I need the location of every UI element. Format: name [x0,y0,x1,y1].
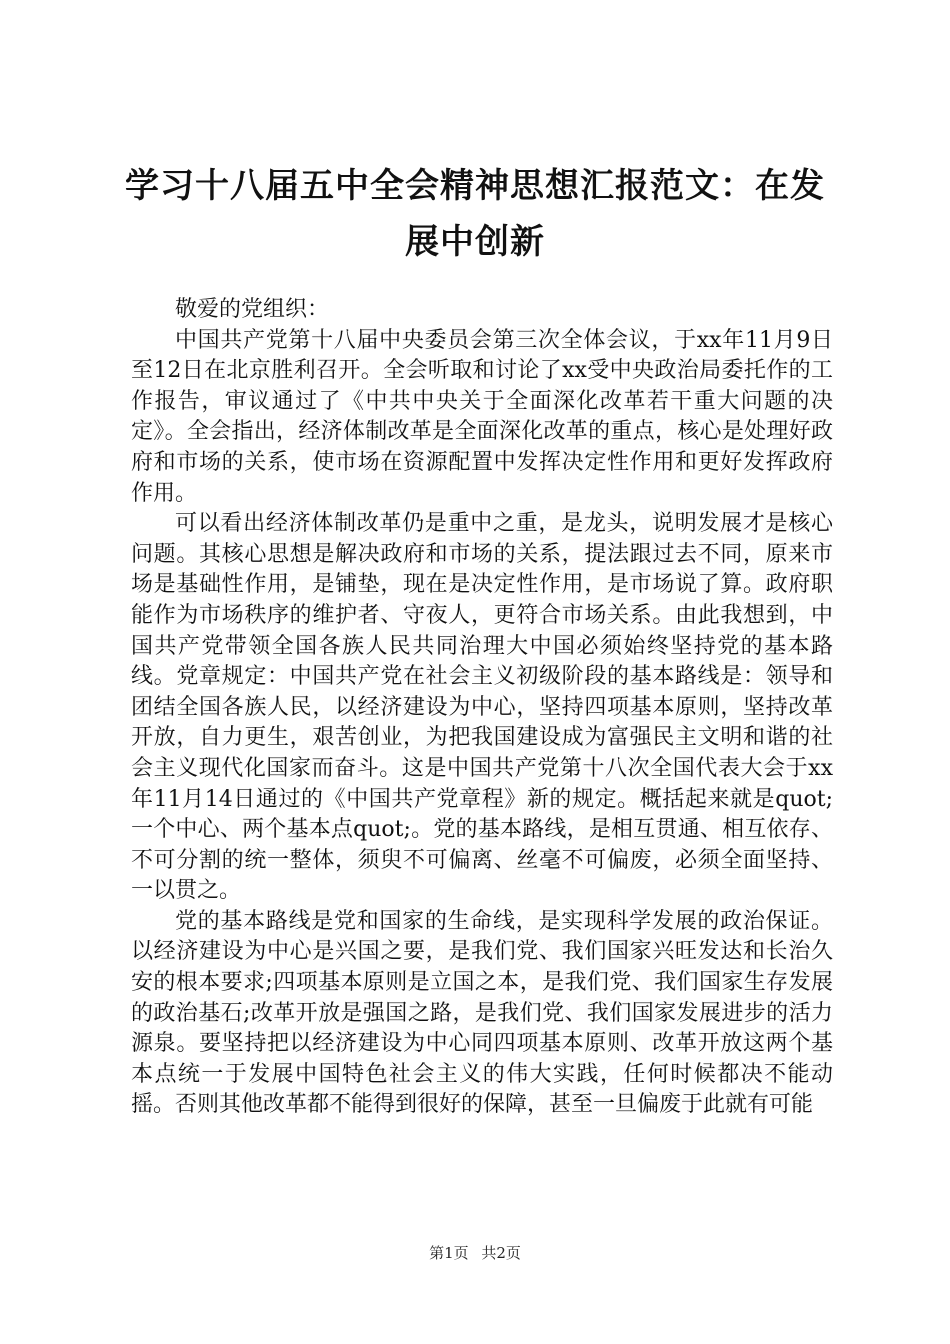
salutation: 敬爱的党组织： [175,297,330,322]
document-body [131,295,833,1121]
paragraph-1: 中国共产党第十八届中央委员会第三次全体会议，于xx年11月9日至12日在北京胜利召开。全会听取和讨论了xx受中央政治局委托作的工作报告，审议通过了《中共中央关于全面深化改革若干重大问题的决定》。全会指出，经济体制改革是全面深化改革的重点，核心是处理好政府和市场的关系，使市场在资源配置中发挥决定性作用和更好发挥政府作用。 [131,327,833,506]
page-number: 第1页 [429,1244,469,1262]
paragraph-2: 可以看出经济体制改革仍是重中之重，是龙头，说明发展才是核心问题。其核心思想是解决政府和市场的关系，提法跟过去不同，原来市场是基础性作用，是铺垫，现在是决定性作用，是市场说了算。政府职能作为市场秩序的维护者、守夜人，更符合市场关系。由此我想到，中国共产党带领全国各族人民共同治理大中国必须始终坚持党的基本路线。党章规定：中国共产党在社会主义初级阶段的基本路线是：领导和团结全国各族人民，以经济建设为中心，坚持四项基本原则，坚持改革开放，自力更生，艰苦创业，为把我国建设成为富强民主文明和谐的社会主义现代化国家而奋斗。这是中国共产党第十八次全国代表大会于xx年11月14日通过的《中国共产党章程》新的规定。概括起来就是quot;一个中心、两个基本点quot;。党的基本路线，是相互贯通、相互依存、不可分割的统一整体，须臾不可偏离、丝毫不可偏废，必须全面坚持、一以贯之。 [131,511,833,904]
paragraph-3: 党的基本路线是党和国家的生命线，是实现科学发展的政治保证。以经济建设为中心是兴国之要，是我们党、我们国家兴旺发达和长治久安的根本要求;四项基本原则是立国之本，是我们党、我们国家生存发展的政治基石;改革开放是强国之路，是我们党、我们国家发展进步的活力源泉。要坚持把以经济建设为中心同四项基本原则、改革开放这两个基本点统一于发展中国特色社会主义的伟大实践，任何时候都决不能动摇。否则其他改革都不能得到很好的保障，甚至一旦偏废于此就有可能 [131,908,833,1118]
page-total: 共2页 [481,1244,521,1262]
document-title: 学习十八届五中全会精神思想汇报范文：在发展中创新 [125,166,825,262]
page-footer [0,1243,950,1263]
